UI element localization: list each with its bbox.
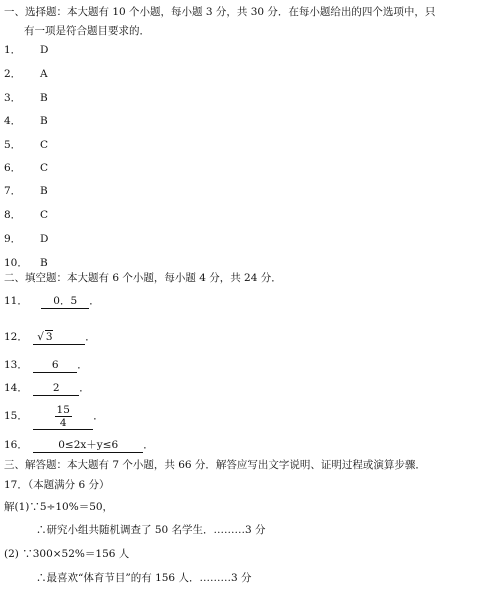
fill-blank-12 xyxy=(4,330,96,345)
answer-letter: D xyxy=(40,44,49,56)
question-number: 4． xyxy=(4,115,22,127)
fill-blank-14 xyxy=(4,381,90,396)
mc-answer-row xyxy=(4,161,49,175)
question-number: 16． xyxy=(4,439,28,451)
answer-blank xyxy=(33,403,93,430)
section1-heading-line2: 有一项是符合题目要求的． xyxy=(24,25,150,37)
sqrt-radicand: 3 xyxy=(45,331,53,343)
solution-part2: (2) ∵300×52%＝156 人 xyxy=(4,548,130,560)
fraction-numerator: 15 xyxy=(56,403,70,416)
answer-blank xyxy=(33,382,79,396)
end-mark: ． xyxy=(143,439,154,451)
section1-heading-line1: 一、选择题：本大题有 10 个小题，每小题 3 分，共 30 分．在每小题给出的四个选项中，只 xyxy=(4,6,436,18)
question-number: 6． xyxy=(4,162,22,174)
section3-heading: 三、解答题：本大题有 7 个小题，共 66 分．解答应写出文字说明、证明过程或演算步骤． xyxy=(4,459,426,471)
question-number: 10． xyxy=(4,257,28,269)
answer-letter: B xyxy=(40,257,48,269)
answer-letter: D xyxy=(40,233,49,245)
end-mark: ． xyxy=(79,382,90,394)
mc-answer-row xyxy=(4,256,48,270)
mc-answer-row xyxy=(4,91,48,105)
end-mark: ． xyxy=(93,410,104,422)
question-number: 15． xyxy=(4,410,28,422)
question-number: 14． xyxy=(4,382,28,394)
answer-letter: B xyxy=(40,92,48,104)
answer-letter: C xyxy=(40,162,49,174)
question-number: 2． xyxy=(4,68,22,80)
question-number: 11． xyxy=(4,295,28,307)
question-number: 9． xyxy=(4,233,22,245)
question-number: 8． xyxy=(4,209,22,221)
answer-letter: C xyxy=(40,139,49,151)
solution-part1-conclusion: ∴研究小组共随机调查了 50 名学生．………3 分 xyxy=(36,524,266,536)
answer-letter: A xyxy=(40,68,48,80)
question-number: 7． xyxy=(4,185,22,197)
mc-answer-row xyxy=(4,184,48,198)
answer-text: 2 xyxy=(52,382,60,394)
question-number: 5． xyxy=(4,139,22,151)
fill-blank-16 xyxy=(4,438,154,453)
mc-answer-row xyxy=(4,43,49,57)
end-mark: ． xyxy=(85,331,96,343)
mc-answer-row xyxy=(4,232,49,246)
mc-answer-row xyxy=(4,114,48,128)
question-number: 1． xyxy=(4,44,22,56)
mc-answer-row xyxy=(4,138,49,152)
section2-heading: 二、填空题：本大题有 6 个小题，每小题 4 分，共 24 分． xyxy=(4,272,282,284)
answer-letter: B xyxy=(40,185,48,197)
answer-letter: B xyxy=(40,115,48,127)
answer-blank xyxy=(41,295,89,309)
answer-blank xyxy=(33,359,77,373)
fraction xyxy=(55,404,72,429)
question-number: 12． xyxy=(4,331,28,343)
answer-blank xyxy=(33,439,143,453)
end-mark: ． xyxy=(77,359,88,371)
mc-answer-row xyxy=(4,208,49,222)
answer-text: 6 xyxy=(51,359,59,371)
fill-blank-13 xyxy=(4,358,88,373)
question-number: 13． xyxy=(4,359,28,371)
question-number: 3． xyxy=(4,92,22,104)
fill-blank-11 xyxy=(4,294,100,309)
mc-answer-row xyxy=(4,67,48,81)
answer-text: 0≤2x＋y≤6 xyxy=(58,439,119,451)
answer-text: 0．5 xyxy=(53,295,78,307)
fill-blank-15 xyxy=(4,402,104,430)
end-mark: ． xyxy=(89,295,100,307)
question-17-title: 17．（本题满分 6 分） xyxy=(4,479,110,491)
answer-letter: C xyxy=(40,209,49,221)
solution-part1: 解(1)∵5÷10%＝50， xyxy=(4,501,114,513)
answer-blank: √ 3 xyxy=(33,330,85,345)
solution-part2-conclusion: ∴最喜欢“体育节目”的有 156 人．………3 分 xyxy=(36,572,252,584)
fraction-denominator: 4 xyxy=(59,416,67,429)
